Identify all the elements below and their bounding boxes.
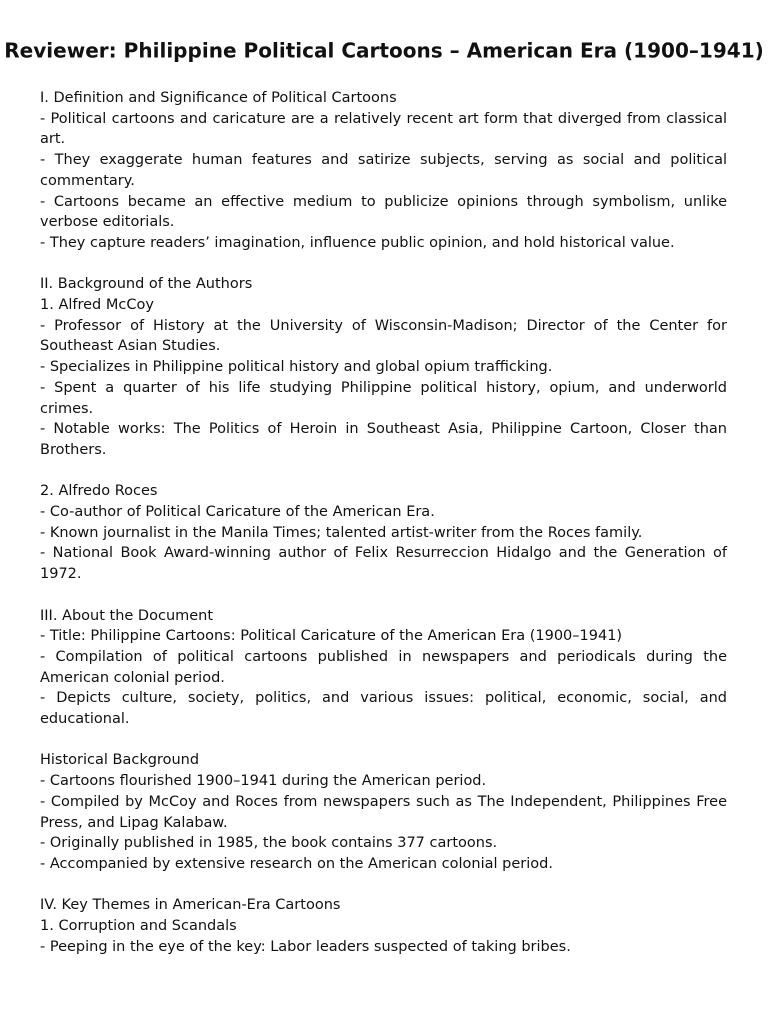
bullet-line: - Peeping in the eye of the key: Labor leaders suspected of taking bribes. <box>40 938 571 955</box>
bullet-line: - Cartoons flourished 1900–1941 during the American period. <box>40 773 487 790</box>
section-heading-key-themes: IV. Key Themes in American-Era Cartoons <box>40 897 341 914</box>
subheading-roces: 2. Alfredo Roces <box>40 483 158 500</box>
bullet-line: - Depicts culture, society, politics, and various issues: political, economic, social, and educational. <box>40 690 727 728</box>
bullet-line: - Cartoons became an effective medium to publicize opinions through symbolism, unlike verbose editorials. <box>40 193 727 231</box>
bullet-line: - Title: Philippine Cartoons: Political Caricature of the American Era (1900–1941) <box>40 628 623 645</box>
bullet-line: - Compilation of political cartoons published in newspapers and periodicals during the American colonial period. <box>40 648 727 686</box>
document-title: Reviewer: Philippine Political Cartoons – American Era (1900–1941) <box>4 38 764 63</box>
subheading-historical-background: Historical Background <box>40 752 200 769</box>
subheading-mccoy: 1. Alfred McCoy <box>40 297 154 314</box>
blank-line <box>40 730 727 751</box>
bullet-line: - Co-author of Political Caricature of the American Era. <box>40 504 435 521</box>
bullet-line: - Political cartoons and caricature are a relatively recent art form that diverged from classical art. <box>40 110 727 148</box>
bullet-line: - Spent a quarter of his life studying Philippine political history, opium, and underworld crimes. <box>40 379 727 417</box>
section-heading-document: III. About the Document <box>40 607 214 624</box>
subheading-corruption: 1. Corruption and Scandals <box>40 918 237 935</box>
bullet-line: - Professor of History at the University of Wisconsin-Madison; Director of the Center for Southeast Asian Studies. <box>40 317 727 355</box>
section-heading-definition: I. Definition and Significance of Political Cartoons <box>40 90 397 106</box>
bullet-line: - Compiled by McCoy and Roces from newspapers such as The Independent, Philippines Free Press, and Lipag Kalabaw. <box>40 793 727 831</box>
document-body <box>40 88 727 957</box>
blank-line <box>40 875 727 896</box>
bullet-line: - National Book Award-winning author of Felix Resurreccion Hidalgo and the Generation of 1972. <box>40 545 727 583</box>
blank-line <box>40 254 727 275</box>
bullet-line: - Originally published in 1985, the book contains 377 cartoons. <box>40 835 498 852</box>
bullet-line: - Known journalist in the Manila Times; talented artist-writer from the Roces family. <box>40 524 643 541</box>
blank-line <box>40 585 727 606</box>
blank-line <box>40 461 727 482</box>
bullet-line: - They exaggerate human features and satirize subjects, serving as social and political commentary. <box>40 152 727 189</box>
bullet-line: - They capture readers’ imagination, influence public opinion, and hold historical value. <box>40 234 675 251</box>
bullet-line: - Notable works: The Politics of Heroin in Southeast Asia, Philippine Cartoon, Closer than Brothers. <box>40 421 727 458</box>
bullet-line: - Specializes in Philippine political history and global opium trafficking. <box>40 359 553 376</box>
bullet-line: - Accompanied by extensive research on the American colonial period. <box>40 855 553 872</box>
section-heading-authors: II. Background of the Authors <box>40 276 253 293</box>
